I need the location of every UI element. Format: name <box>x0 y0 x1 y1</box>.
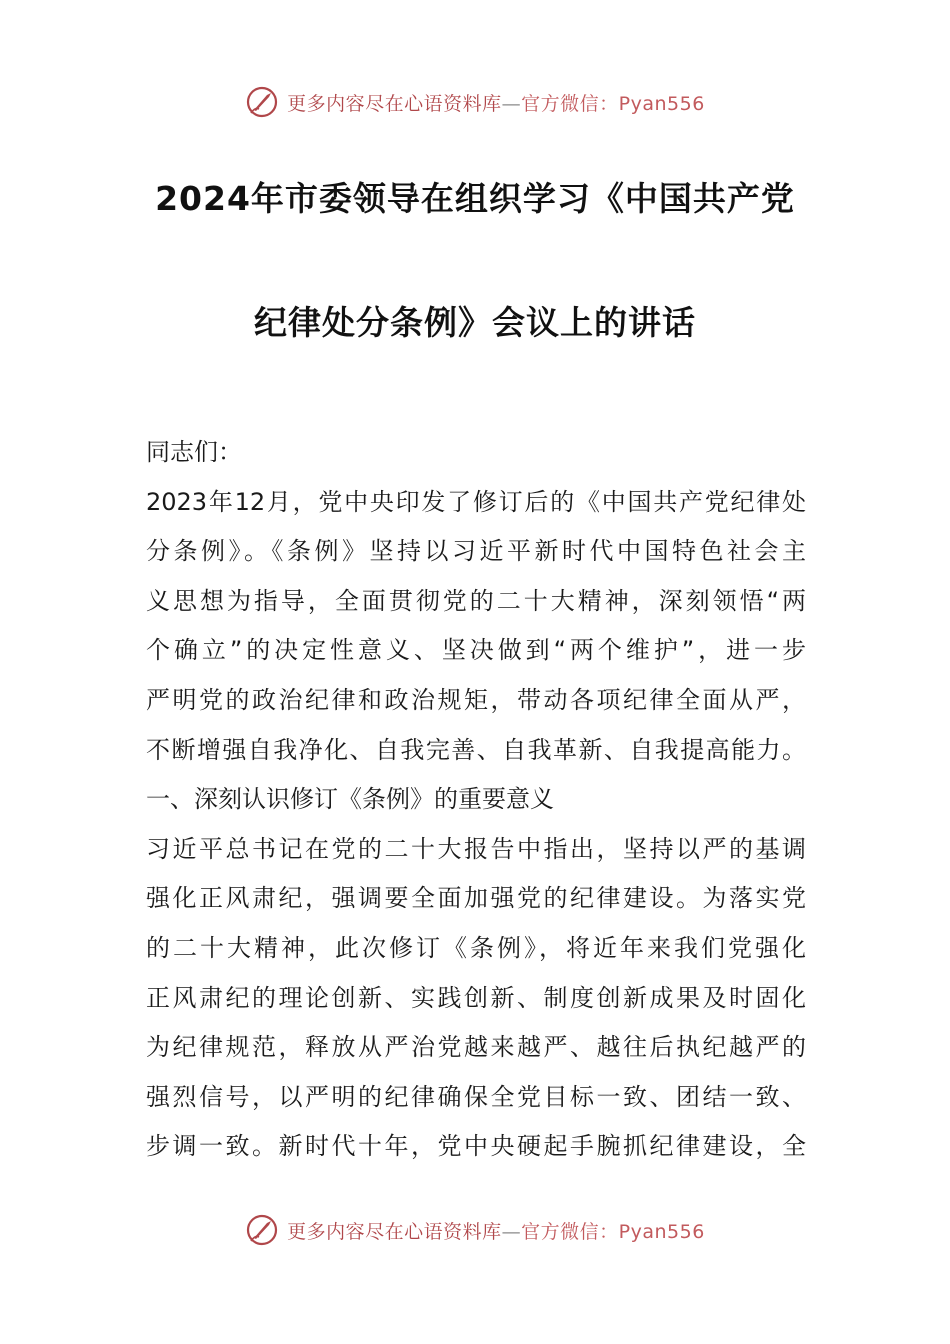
body-line: 的二十大精神，此次修订《条例》，将近年来我们党强化 <box>146 933 806 962</box>
body-line: 习近平总书记在党的二十大报告中指出，坚持以严的基调 <box>146 834 806 863</box>
watermark-separator: — <box>501 1220 522 1243</box>
watermark-banner-top <box>0 82 950 122</box>
section-heading-1: 一、深刻认识修订《条例》的重要意义 <box>146 785 554 814</box>
watermark-wechat-text: 官方微信：Pyan556 <box>521 1220 705 1243</box>
quill-pen-logo-icon <box>245 85 279 119</box>
body-line: 为纪律规范，释放从严治党越来越严、越往后执纪越严的 <box>146 1033 806 1062</box>
document-title-line-2: 纪律处分条例》会议上的讲话 <box>254 303 696 342</box>
document-body <box>146 428 806 1172</box>
body-line: 强烈信号，以严明的纪律确保全党目标一致、团结一致、 <box>146 1082 806 1111</box>
watermark-main-text: 更多内容尽在心语资料库 <box>287 92 502 115</box>
body-line: 步调一致。新时代十年，党中央硬起手腕抓纪律建设，全 <box>146 1132 806 1161</box>
watermark-text <box>287 1217 705 1244</box>
body-line: 不断增强自我净化、自我完善、自我革新、自我提高能力。 <box>146 735 806 764</box>
watermark-main-text: 更多内容尽在心语资料库 <box>287 1220 502 1243</box>
watermark-wechat-text: 官方微信：Pyan556 <box>521 92 705 115</box>
document-title-line-1: 2024年市委领导在组织学习《中国共产党 <box>155 179 795 218</box>
body-line: 义思想为指导，全面贯彻党的二十大精神，深刻领悟“两 <box>146 586 806 615</box>
body-line: 分条例》。《条例》坚持以习近平新时代中国特色社会主 <box>146 537 806 566</box>
watermark-banner-bottom <box>0 1210 950 1250</box>
body-line: 正风肃纪的理论创新、实践创新、制度创新成果及时固化 <box>146 983 806 1012</box>
body-line: 2023年12月，党中央印发了修订后的《中国共产党纪律处 <box>146 487 806 516</box>
quill-pen-logo-icon <box>245 1213 279 1247</box>
watermark-text <box>287 89 705 116</box>
watermark-separator: — <box>501 92 522 115</box>
salutation: 同志们： <box>146 438 242 466</box>
body-line: 强化正风肃纪，强调要全面加强党的纪律建设。为落实党 <box>146 884 806 913</box>
body-line: 个确立”的决定性意义、坚决做到“两个维护”，进一步 <box>146 636 806 665</box>
body-line: 严明党的政治纪律和政治规矩，带动各项纪律全面从严， <box>146 685 806 714</box>
